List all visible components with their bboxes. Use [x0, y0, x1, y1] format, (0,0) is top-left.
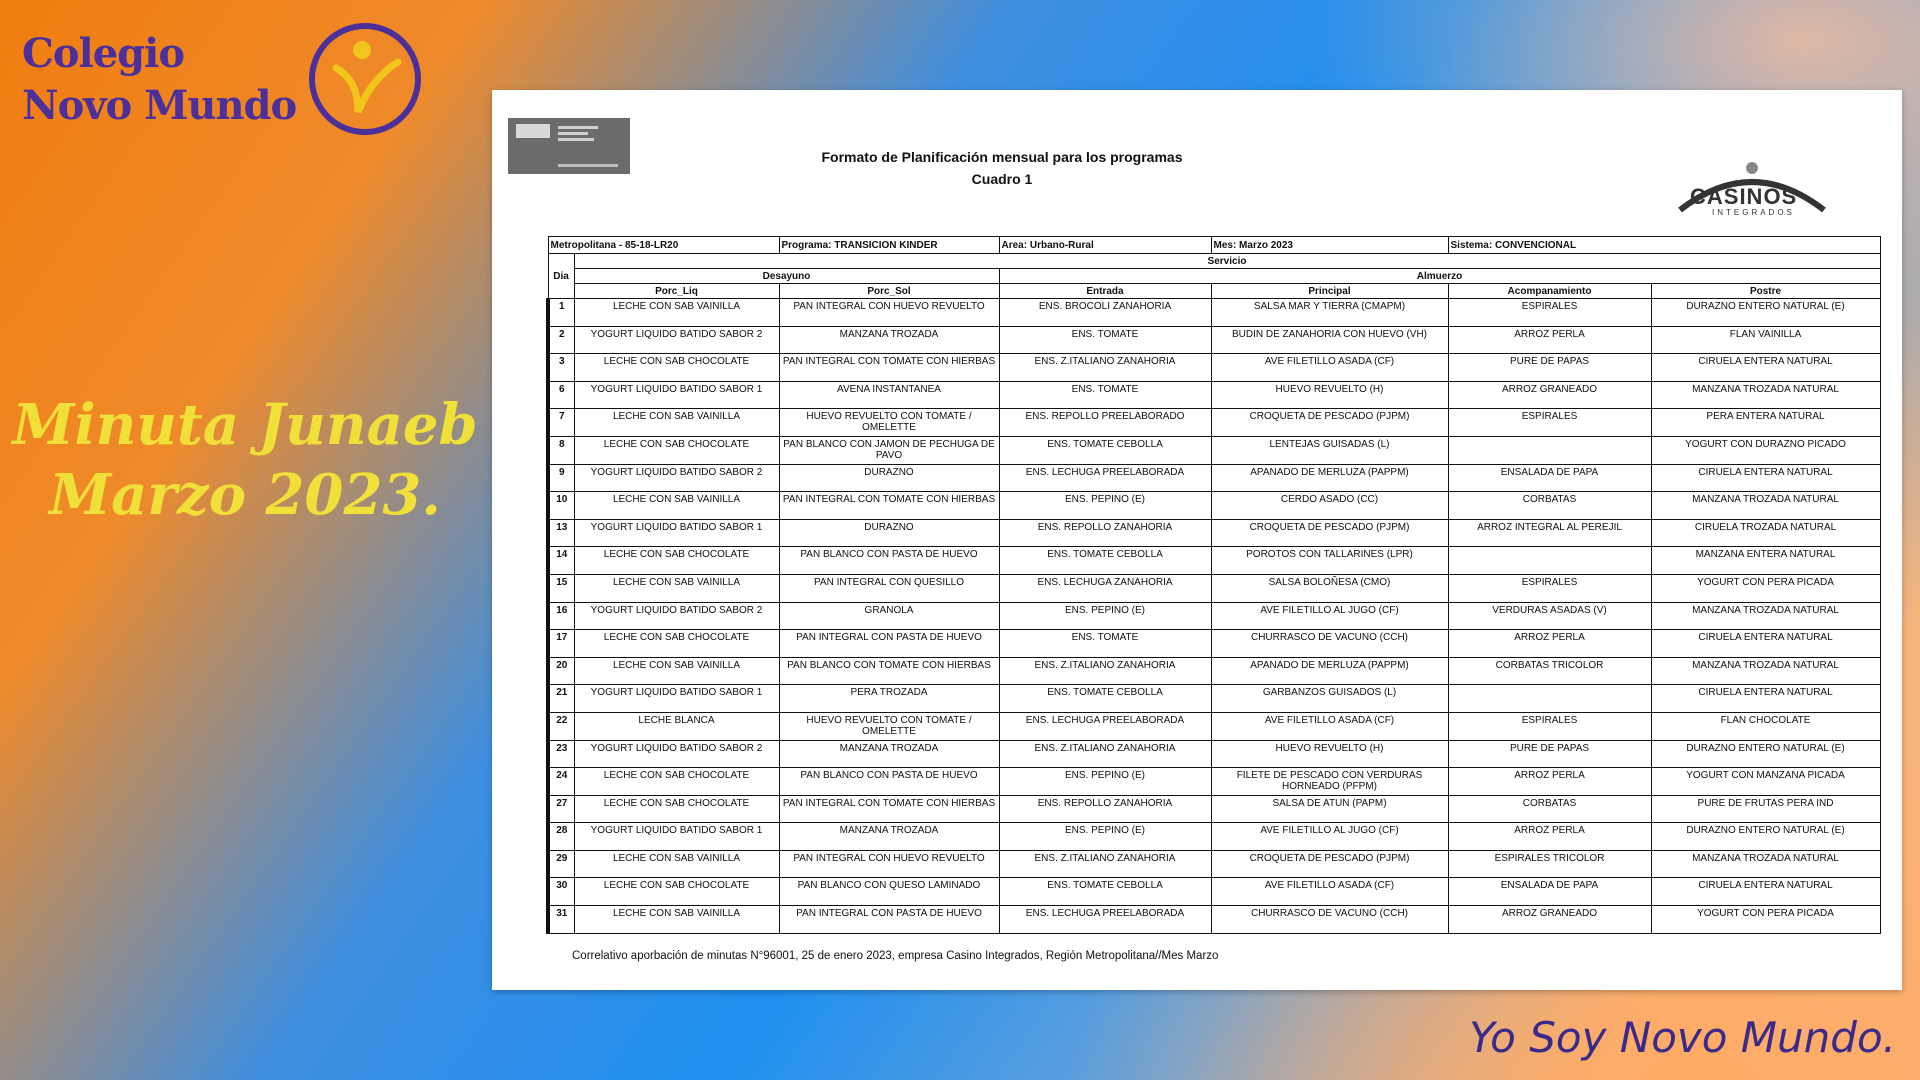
cell-principal: HUEVO REVUELTO (H) — [1211, 381, 1448, 409]
cell-porc-liq: YOGURT LIQUIDO BATIDO SABOR 2 — [574, 740, 779, 768]
cell-acompanamiento: CORBATAS — [1448, 795, 1651, 823]
cell-dia: 14 — [548, 547, 574, 575]
cell-acompanamiento: ARROZ PERLA — [1448, 768, 1651, 796]
table-row — [548, 768, 1880, 796]
cell-porc-liq: YOGURT LIQUIDO BATIDO SABOR 2 — [574, 326, 779, 354]
cell-entrada: ENS. TOMATE — [999, 326, 1211, 354]
cell-porc-liq: LECHE CON SAB CHOCOLATE — [574, 436, 779, 464]
cell-dia: 6 — [548, 381, 574, 409]
cell-principal: CROQUETA DE PESCADO (PJPM) — [1211, 409, 1448, 437]
cell-acompanamiento: ARROZ PERLA — [1448, 630, 1651, 658]
cell-entrada: ENS. TOMATE — [999, 630, 1211, 658]
cell-acompanamiento — [1448, 436, 1651, 464]
cell-postre: CIRUELA ENTERA NATURAL — [1651, 464, 1880, 492]
cell-postre: YOGURT CON DURAZNO PICADO — [1651, 436, 1880, 464]
header-postre: Postre — [1651, 284, 1880, 299]
cell-porc-liq: LECHE CON SAB VAINILLA — [574, 409, 779, 437]
table-row — [548, 492, 1880, 520]
cell-porc-sol: PAN INTEGRAL CON PASTA DE HUEVO — [779, 906, 999, 934]
cell-dia: 20 — [548, 657, 574, 685]
cell-postre: MANZANA TROZADA NATURAL — [1651, 657, 1880, 685]
cell-entrada: ENS. Z.ITALIANO ZANAHORIA — [999, 850, 1211, 878]
cell-dia: 24 — [548, 768, 574, 796]
document-title-line-2: Cuadro 1 — [971, 171, 1033, 187]
document-title-line-1: Formato de Planificación mensual para los programas — [821, 149, 1183, 165]
headline-line-2: Marzo 2023. — [49, 462, 441, 528]
cell-principal: FILETE DE PESCADO CON VERDURAS HORNEADO (PFPM) — [1211, 768, 1448, 796]
header-entrada: Entrada — [999, 284, 1211, 299]
header-principal: Principal — [1211, 284, 1448, 299]
cell-postre: CIRUELA ENTERA NATURAL — [1651, 354, 1880, 382]
cell-postre: YOGURT CON PERA PICADA — [1651, 574, 1880, 602]
cell-entrada: ENS. Z.ITALIANO ZANAHORIA — [999, 740, 1211, 768]
brand-line-2: Novo Mundo — [22, 82, 297, 129]
cell-principal: APANADO DE MERLUZA (PAPPM) — [1211, 464, 1448, 492]
cell-entrada: ENS. TOMATE — [999, 381, 1211, 409]
header-desayuno: Desayuno — [574, 269, 999, 284]
cell-dia: 7 — [548, 409, 574, 437]
header-porc-liq: Porc_Liq — [574, 284, 779, 299]
motto: Yo Soy Novo Mundo. — [1469, 1013, 1896, 1062]
cell-entrada: ENS. PEPINO (E) — [999, 602, 1211, 630]
headline-line-1: Minuta Junaeb — [12, 392, 478, 458]
cell-acompanamiento: ARROZ GRANEADO — [1448, 906, 1651, 934]
cell-entrada: ENS. Z.ITALIANO ZANAHORIA — [999, 657, 1211, 685]
cell-porc-liq: LECHE CON SAB VAINILLA — [574, 299, 779, 327]
cell-porc-liq: LECHE CON SAB VAINILLA — [574, 657, 779, 685]
cell-entrada: ENS. REPOLLO PREELABORADO — [999, 409, 1211, 437]
school-logo-icon — [306, 20, 424, 138]
cell-principal: SALSA BOLOÑESA (CMO) — [1211, 574, 1448, 602]
table-row — [548, 326, 1880, 354]
table-row — [548, 712, 1880, 740]
cell-porc-liq: YOGURT LIQUIDO BATIDO SABOR 1 — [574, 685, 779, 713]
cell-postre: CIRUELA ENTERA NATURAL — [1651, 630, 1880, 658]
cell-acompanamiento — [1448, 685, 1651, 713]
cell-dia: 31 — [548, 906, 574, 934]
cell-entrada: ENS. TOMATE CEBOLLA — [999, 436, 1211, 464]
cell-porc-liq: YOGURT LIQUIDO BATIDO SABOR 1 — [574, 381, 779, 409]
menu-table — [546, 236, 1881, 934]
cell-porc-sol: PAN BLANCO CON JAMON DE PECHUGA DE PAVO — [779, 436, 999, 464]
table-row — [548, 354, 1880, 382]
cell-porc-sol: PERA TROZADA — [779, 685, 999, 713]
cell-postre: CIRUELA ENTERA NATURAL — [1651, 878, 1880, 906]
document-title — [732, 146, 1272, 190]
cell-porc-liq: YOGURT LIQUIDO BATIDO SABOR 2 — [574, 464, 779, 492]
cell-dia: 28 — [548, 823, 574, 851]
header-almuerzo: Almuerzo — [999, 269, 1880, 284]
cell-postre: PURE DE FRUTAS PERA IND — [1651, 795, 1880, 823]
cell-principal: LENTEJAS GUISADAS (L) — [1211, 436, 1448, 464]
cell-porc-sol: PAN BLANCO CON PASTA DE HUEVO — [779, 547, 999, 575]
cell-porc-liq: LECHE CON SAB CHOCOLATE — [574, 795, 779, 823]
header-dia: Dia — [548, 254, 574, 299]
table-row — [548, 795, 1880, 823]
cell-principal: SALSA DE ATUN (PAPM) — [1211, 795, 1448, 823]
cell-principal: AVE FILETILLO AL JUGO (CF) — [1211, 823, 1448, 851]
table-row — [548, 464, 1880, 492]
cell-porc-sol: PAN INTEGRAL CON TOMATE CON HIERBAS — [779, 492, 999, 520]
cell-porc-liq: YOGURT LIQUIDO BATIDO SABOR 2 — [574, 602, 779, 630]
cell-porc-liq: YOGURT LIQUIDO BATIDO SABOR 1 — [574, 823, 779, 851]
cell-dia: 27 — [548, 795, 574, 823]
cell-dia: 23 — [548, 740, 574, 768]
table-row — [548, 630, 1880, 658]
cell-postre: MANZANA ENTERA NATURAL — [1651, 547, 1880, 575]
cell-principal: AVE FILETILLO ASADA (CF) — [1211, 878, 1448, 906]
cell-porc-sol: PAN INTEGRAL CON HUEVO REVUELTO — [779, 299, 999, 327]
cell-acompanamiento: ESPIRALES — [1448, 712, 1651, 740]
cell-dia: 15 — [548, 574, 574, 602]
menu-rows — [548, 299, 1880, 934]
cell-porc-sol: PAN INTEGRAL CON PASTA DE HUEVO — [779, 630, 999, 658]
cell-acompanamiento: ARROZ INTEGRAL AL PEREJIL — [1448, 519, 1651, 547]
cell-acompanamiento: PURE DE PAPAS — [1448, 354, 1651, 382]
cell-porc-liq: LECHE CON SAB CHOCOLATE — [574, 878, 779, 906]
cell-dia: 3 — [548, 354, 574, 382]
cell-principal: AVE FILETILLO ASADA (CF) — [1211, 354, 1448, 382]
brand — [22, 28, 296, 132]
table-row — [548, 519, 1880, 547]
cell-porc-sol: GRANOLA — [779, 602, 999, 630]
cell-porc-liq: LECHE CON SAB VAINILLA — [574, 492, 779, 520]
meta-region: Metropolitana - 85-18-LR20 — [548, 237, 779, 254]
cell-dia: 17 — [548, 630, 574, 658]
cell-entrada: ENS. TOMATE CEBOLLA — [999, 685, 1211, 713]
cell-postre: CIRUELA TROZADA NATURAL — [1651, 519, 1880, 547]
cell-porc-liq: LECHE CON SAB VAINILLA — [574, 906, 779, 934]
cell-postre: FLAN CHOCOLATE — [1651, 712, 1880, 740]
cell-principal: BUDIN DE ZANAHORIA CON HUEVO (VH) — [1211, 326, 1448, 354]
cell-acompanamiento: ARROZ PERLA — [1448, 823, 1651, 851]
cell-acompanamiento: CORBATAS — [1448, 492, 1651, 520]
cell-acompanamiento: ESPIRALES — [1448, 574, 1651, 602]
cell-principal: CROQUETA DE PESCADO (PJPM) — [1211, 850, 1448, 878]
cell-postre: DURAZNO ENTERO NATURAL (E) — [1651, 740, 1880, 768]
cell-porc-sol: PAN BLANCO CON TOMATE CON HIERBAS — [779, 657, 999, 685]
cell-acompanamiento — [1448, 547, 1651, 575]
cell-postre: YOGURT CON MANZANA PICADA — [1651, 768, 1880, 796]
meta-mes: Mes: Marzo 2023 — [1211, 237, 1448, 254]
cell-principal: CERDO ASADO (CC) — [1211, 492, 1448, 520]
header-acompanamiento: Acompanamiento — [1448, 284, 1651, 299]
cell-entrada: ENS. TOMATE CEBOLLA — [999, 547, 1211, 575]
cell-porc-liq: LECHE CON SAB VAINILLA — [574, 574, 779, 602]
cell-porc-sol: PAN INTEGRAL CON HUEVO REVUELTO — [779, 850, 999, 878]
servicio-row — [548, 254, 1880, 269]
cell-porc-liq: YOGURT LIQUIDO BATIDO SABOR 1 — [574, 519, 779, 547]
table-row — [548, 547, 1880, 575]
cell-acompanamiento: ESPIRALES — [1448, 409, 1651, 437]
table-row — [548, 740, 1880, 768]
cell-porc-sol: DURAZNO — [779, 519, 999, 547]
cell-acompanamiento: ARROZ GRANEADO — [1448, 381, 1651, 409]
table-row — [548, 823, 1880, 851]
cell-entrada: ENS. PEPINO (E) — [999, 492, 1211, 520]
meta-programa: Programa: TRANSICION KINDER — [779, 237, 999, 254]
header-servicio: Servicio — [574, 254, 1880, 269]
cell-dia: 2 — [548, 326, 574, 354]
table-row — [548, 299, 1880, 327]
cell-porc-sol: DURAZNO — [779, 464, 999, 492]
cell-principal: CROQUETA DE PESCADO (PJPM) — [1211, 519, 1448, 547]
cell-postre: CIRUELA ENTERA NATURAL — [1651, 685, 1880, 713]
cell-acompanamiento: CORBATAS TRICOLOR — [1448, 657, 1651, 685]
cell-porc-sol: AVENA INSTANTANEA — [779, 381, 999, 409]
cell-porc-sol: HUEVO REVUELTO CON TOMATE / OMELETTE — [779, 409, 999, 437]
cell-dia: 21 — [548, 685, 574, 713]
cell-postre: MANZANA TROZADA NATURAL — [1651, 492, 1880, 520]
casinos-logo — [1672, 160, 1832, 226]
table-row — [548, 878, 1880, 906]
cell-dia: 1 — [548, 299, 574, 327]
junaeb-logo-icon — [508, 118, 630, 174]
brand-line-1: Colegio — [22, 30, 185, 77]
cell-acompanamiento: ESPIRALES — [1448, 299, 1651, 327]
meta-sistema: Sistema: CONVENCIONAL — [1448, 237, 1880, 254]
cell-dia: 30 — [548, 878, 574, 906]
table-row — [548, 381, 1880, 409]
table-row — [548, 574, 1880, 602]
cell-porc-liq: LECHE CON SAB CHOCOLATE — [574, 354, 779, 382]
cell-porc-sol: MANZANA TROZADA — [779, 740, 999, 768]
headline — [0, 390, 490, 530]
cell-porc-sol: PAN INTEGRAL CON QUESILLO — [779, 574, 999, 602]
casinos-logo-word: CASINOS — [1690, 184, 1798, 209]
cell-acompanamiento: ARROZ PERLA — [1448, 326, 1651, 354]
cell-principal: SALSA MAR Y TIERRA (CMAPM) — [1211, 299, 1448, 327]
cell-entrada: ENS. PEPINO (E) — [999, 768, 1211, 796]
cell-dia: 16 — [548, 602, 574, 630]
cell-entrada: ENS. LECHUGA PREELABORADA — [999, 712, 1211, 740]
cell-porc-liq: LECHE CON SAB CHOCOLATE — [574, 768, 779, 796]
cell-porc-liq: LECHE CON SAB VAINILLA — [574, 850, 779, 878]
cell-postre: YOGURT CON PERA PICADA — [1651, 906, 1880, 934]
table-row — [548, 436, 1880, 464]
cell-entrada: ENS. Z.ITALIANO ZANAHORIA — [999, 354, 1211, 382]
cell-postre: MANZANA TROZADA NATURAL — [1651, 381, 1880, 409]
table-row — [548, 685, 1880, 713]
cell-dia: 13 — [548, 519, 574, 547]
cell-dia: 9 — [548, 464, 574, 492]
header-porc-sol: Porc_Sol — [779, 284, 999, 299]
cell-entrada: ENS. LECHUGA PREELABORADA — [999, 906, 1211, 934]
table-row — [548, 657, 1880, 685]
cell-principal: AVE FILETILLO AL JUGO (CF) — [1211, 602, 1448, 630]
cell-principal: POROTOS CON TALLARINES (LPR) — [1211, 547, 1448, 575]
table-row — [548, 409, 1880, 437]
cell-acompanamiento: PURE DE PAPAS — [1448, 740, 1651, 768]
cell-entrada: ENS. REPOLLO ZANAHORIA — [999, 519, 1211, 547]
cell-entrada: ENS. LECHUGA ZANAHORIA — [999, 574, 1211, 602]
cell-porc-sol: MANZANA TROZADA — [779, 326, 999, 354]
cell-entrada: ENS. LECHUGA PREELABORADA — [999, 464, 1211, 492]
cell-entrada: ENS. BROCOLI ZANAHORIA — [999, 299, 1211, 327]
cell-postre: DURAZNO ENTERO NATURAL (E) — [1651, 823, 1880, 851]
table-row — [548, 602, 1880, 630]
column-row — [548, 284, 1880, 299]
cell-postre: FLAN VAINILLA — [1651, 326, 1880, 354]
cell-porc-sol: MANZANA TROZADA — [779, 823, 999, 851]
footnote: Correlativo aporbación de minutas N°96001, 25 de enero 2023, empresa Casino Integrados, Región Metropolitana//Mes Marzo — [572, 950, 1219, 962]
cell-dia: 22 — [548, 712, 574, 740]
cell-porc-sol: PAN INTEGRAL CON TOMATE CON HIERBAS — [779, 795, 999, 823]
cell-postre: MANZANA TROZADA NATURAL — [1651, 602, 1880, 630]
casinos-logo-sub: INTEGRADOS — [1712, 208, 1795, 217]
cell-dia: 8 — [548, 436, 574, 464]
cell-porc-liq: LECHE CON SAB CHOCOLATE — [574, 630, 779, 658]
cell-entrada: ENS. TOMATE CEBOLLA — [999, 878, 1211, 906]
cell-porc-sol: HUEVO REVUELTO CON TOMATE / OMELETTE — [779, 712, 999, 740]
group-row — [548, 269, 1880, 284]
cell-entrada: ENS. REPOLLO ZANAHORIA — [999, 795, 1211, 823]
cell-principal: CHURRASCO DE VACUNO (CCH) — [1211, 630, 1448, 658]
cell-principal: CHURRASCO DE VACUNO (CCH) — [1211, 906, 1448, 934]
cell-acompanamiento: ENSALADA DE PAPA — [1448, 464, 1651, 492]
cell-acompanamiento: ESPIRALES TRICOLOR — [1448, 850, 1651, 878]
table-row — [548, 906, 1880, 934]
cell-acompanamiento: ENSALADA DE PAPA — [1448, 878, 1651, 906]
cell-porc-sol: PAN BLANCO CON QUESO LAMINADO — [779, 878, 999, 906]
cell-principal: AVE FILETILLO ASADA (CF) — [1211, 712, 1448, 740]
meta-row — [548, 237, 1880, 254]
cell-porc-liq: LECHE CON SAB CHOCOLATE — [574, 547, 779, 575]
cell-entrada: ENS. PEPINO (E) — [999, 823, 1211, 851]
cell-principal: GARBANZOS GUISADOS (L) — [1211, 685, 1448, 713]
cell-dia: 10 — [548, 492, 574, 520]
cell-postre: PERA ENTERA NATURAL — [1651, 409, 1880, 437]
cell-acompanamiento: VERDURAS ASADAS (V) — [1448, 602, 1651, 630]
cell-postre: DURAZNO ENTERO NATURAL (E) — [1651, 299, 1880, 327]
cell-principal: APANADO DE MERLUZA (PAPPM) — [1211, 657, 1448, 685]
cell-porc-sol: PAN INTEGRAL CON TOMATE CON HIERBAS — [779, 354, 999, 382]
cell-principal: HUEVO REVUELTO (H) — [1211, 740, 1448, 768]
table-row — [548, 850, 1880, 878]
cell-porc-sol: PAN BLANCO CON PASTA DE HUEVO — [779, 768, 999, 796]
cell-porc-liq: LECHE BLANCA — [574, 712, 779, 740]
menu-document — [492, 90, 1902, 990]
cell-postre: MANZANA TROZADA NATURAL — [1651, 850, 1880, 878]
cell-dia: 29 — [548, 850, 574, 878]
meta-area: Area: Urbano-Rural — [999, 237, 1211, 254]
